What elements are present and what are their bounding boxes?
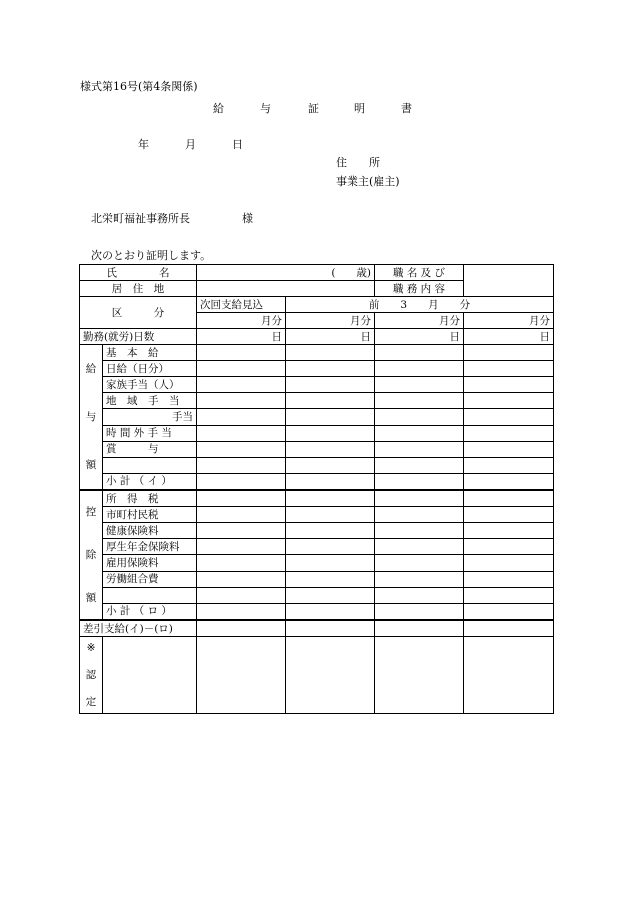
pay-group-char: 給 (85, 363, 97, 375)
residence-field[interactable] (197, 281, 375, 297)
deduct-group-label (80, 490, 103, 620)
form-number: 様式第16号(第4条関係) (80, 80, 198, 93)
amount-cell[interactable] (197, 587, 286, 603)
cert-cell[interactable] (103, 637, 197, 714)
amount-cell[interactable] (286, 555, 375, 571)
amount-cell[interactable] (464, 377, 554, 393)
amount-cell[interactable] (375, 377, 464, 393)
month-cell[interactable]: 月分 (464, 313, 554, 329)
amount-cell[interactable] (286, 409, 375, 425)
amount-cell[interactable] (286, 571, 375, 587)
division-label: 区 分 (80, 297, 197, 329)
amount-cell[interactable] (375, 393, 464, 409)
day-cell[interactable]: 日 (464, 329, 554, 345)
day-cell[interactable]: 日 (197, 329, 286, 345)
amount-cell[interactable] (197, 620, 286, 637)
name-label: 氏 名 (80, 265, 197, 281)
honorific: 様 (242, 212, 253, 225)
deduct-item-label: 雇用保険料 (103, 555, 197, 571)
previous-months-label: 前 3 月 分 (286, 297, 554, 313)
amount-cell[interactable] (286, 457, 375, 473)
amount-cell[interactable] (464, 361, 554, 377)
address-label: 住 所 (336, 156, 380, 169)
amount-cell[interactable] (197, 441, 286, 457)
net-pay-label: 差引支給(イ)－(ロ) (80, 620, 197, 637)
deduct-subtotal-label: 小 計 （ ロ ） (103, 603, 197, 620)
amount-cell[interactable] (197, 377, 286, 393)
amount-cell[interactable] (464, 555, 554, 571)
amount-cell[interactable] (375, 603, 464, 620)
amount-cell[interactable] (197, 603, 286, 620)
day-cell[interactable]: 日 (375, 329, 464, 345)
salary-certificate-table (79, 264, 554, 714)
pay-item-label: 賞 与 (103, 441, 197, 457)
amount-cell[interactable] (197, 457, 286, 473)
amount-cell[interactable] (464, 603, 554, 620)
amount-cell[interactable] (197, 425, 286, 441)
month-cell[interactable]: 月分 (286, 313, 375, 329)
amount-cell[interactable] (286, 441, 375, 457)
amount-cell[interactable] (197, 571, 286, 587)
amount-cell[interactable] (464, 587, 554, 603)
amount-cell[interactable] (464, 393, 554, 409)
amount-cell[interactable] (375, 620, 464, 637)
amount-cell[interactable] (286, 473, 375, 490)
cert-cell[interactable] (286, 637, 375, 714)
amount-cell[interactable] (197, 555, 286, 571)
amount-cell[interactable] (375, 555, 464, 571)
age-label: ( 歳) (331, 266, 372, 279)
pay-item-label: 手当 (103, 409, 197, 425)
amount-cell[interactable] (286, 603, 375, 620)
title-char: 給 (213, 102, 224, 115)
job-field[interactable] (464, 265, 554, 297)
amount-cell[interactable] (197, 409, 286, 425)
cert-char: 定 (85, 696, 97, 708)
title-char: 証 (308, 102, 319, 115)
amount-cell[interactable] (286, 620, 375, 637)
amount-cell[interactable] (375, 441, 464, 457)
cert-char: 認 (85, 669, 97, 681)
deduct-item-label[interactable] (103, 587, 197, 603)
amount-cell[interactable] (375, 523, 464, 539)
amount-cell[interactable] (375, 571, 464, 587)
amount-cell[interactable] (375, 361, 464, 377)
intro-text: 次のとおり証明します。 (91, 249, 212, 262)
amount-cell[interactable] (197, 393, 286, 409)
amount-cell[interactable] (286, 507, 375, 523)
pay-item-label: 地 域 手 当 (103, 393, 197, 409)
date-year-label: 年 (138, 138, 149, 151)
addressee: 北栄町福祉事務所長 (91, 212, 190, 225)
amount-cell[interactable] (197, 507, 286, 523)
title-char: 明 (354, 102, 365, 115)
date-month-label: 月 (185, 138, 196, 151)
pay-group-char: 額 (85, 459, 97, 471)
pay-item-label: 家族手当（人） (103, 377, 197, 393)
amount-cell[interactable] (375, 539, 464, 555)
work-days-label: 勤務(就労)日数 (80, 329, 197, 345)
deduct-item-label: 厚生年金保険料 (103, 539, 197, 555)
deduct-item-label: 労働組合費 (103, 571, 197, 587)
pay-item-label: 時 間 外 手 当 (103, 425, 197, 441)
amount-cell[interactable] (464, 507, 554, 523)
amount-cell[interactable] (375, 507, 464, 523)
certification-label (80, 637, 103, 714)
amount-cell[interactable] (464, 457, 554, 473)
amount-cell[interactable] (464, 441, 554, 457)
deduct-item-label: 市町村民税 (103, 507, 197, 523)
amount-cell[interactable] (197, 490, 286, 507)
pay-group-char: 与 (85, 411, 97, 423)
amount-cell[interactable] (197, 473, 286, 490)
deduct-group-char: 控 (85, 506, 97, 519)
month-cell[interactable]: 月分 (197, 313, 286, 329)
amount-cell[interactable] (286, 377, 375, 393)
deduct-item-label: 健康保険料 (103, 523, 197, 539)
cert-cell[interactable] (197, 637, 286, 714)
amount-cell[interactable] (464, 490, 554, 507)
amount-cell[interactable] (375, 473, 464, 490)
day-cell[interactable]: 日 (286, 329, 375, 345)
amount-cell[interactable] (286, 587, 375, 603)
amount-cell[interactable] (375, 457, 464, 473)
date-day-label: 日 (232, 138, 243, 151)
deduct-group-char: 除 (85, 548, 97, 561)
amount-cell[interactable] (197, 523, 286, 539)
amount-cell[interactable] (375, 587, 464, 603)
job-label-2: 職 務 内 容 (375, 281, 464, 297)
cert-cell[interactable] (464, 637, 554, 714)
amount-cell[interactable] (464, 523, 554, 539)
title-char: 与 (260, 102, 271, 115)
amount-cell[interactable] (375, 425, 464, 441)
amount-cell[interactable] (375, 490, 464, 507)
amount-cell[interactable] (197, 361, 286, 377)
amount-cell[interactable] (464, 425, 554, 441)
deduct-group-char: 額 (85, 591, 97, 604)
pay-item-label: 基 本 給 (103, 345, 197, 361)
amount-cell[interactable] (464, 409, 554, 425)
deduct-item-label: 所 得 税 (103, 490, 197, 507)
next-pay-label: 次回支給見込 (197, 297, 286, 313)
amount-cell[interactable] (464, 620, 554, 637)
amount-cell[interactable] (286, 539, 375, 555)
amount-cell[interactable] (286, 393, 375, 409)
amount-cell[interactable] (464, 571, 554, 587)
cert-cell[interactable] (375, 637, 464, 714)
amount-cell[interactable] (197, 345, 286, 361)
amount-cell[interactable] (464, 539, 554, 555)
employer-label: 事業主(雇主) (336, 175, 400, 188)
amount-cell[interactable] (464, 345, 554, 361)
amount-cell[interactable] (286, 523, 375, 539)
title-char: 書 (401, 102, 412, 115)
amount-cell[interactable] (375, 345, 464, 361)
amount-cell[interactable] (286, 490, 375, 507)
cert-char: ※ (86, 642, 96, 654)
amount-cell[interactable] (286, 361, 375, 377)
amount-cell[interactable] (464, 473, 554, 490)
month-cell[interactable]: 月分 (375, 313, 464, 329)
amount-cell[interactable] (375, 409, 464, 425)
pay-item-label[interactable] (103, 457, 197, 473)
residence-label: 居 住 地 (80, 281, 197, 297)
job-label: 職 名 及 び (375, 265, 464, 281)
pay-subtotal-label: 小 計 （ イ ） (103, 473, 197, 490)
pay-group-label (80, 345, 103, 491)
amount-cell[interactable] (197, 539, 286, 555)
amount-cell[interactable] (286, 425, 375, 441)
name-field[interactable] (197, 265, 375, 281)
amount-cell[interactable] (286, 345, 375, 361)
pay-item-label: 日給（日分） (103, 361, 197, 377)
